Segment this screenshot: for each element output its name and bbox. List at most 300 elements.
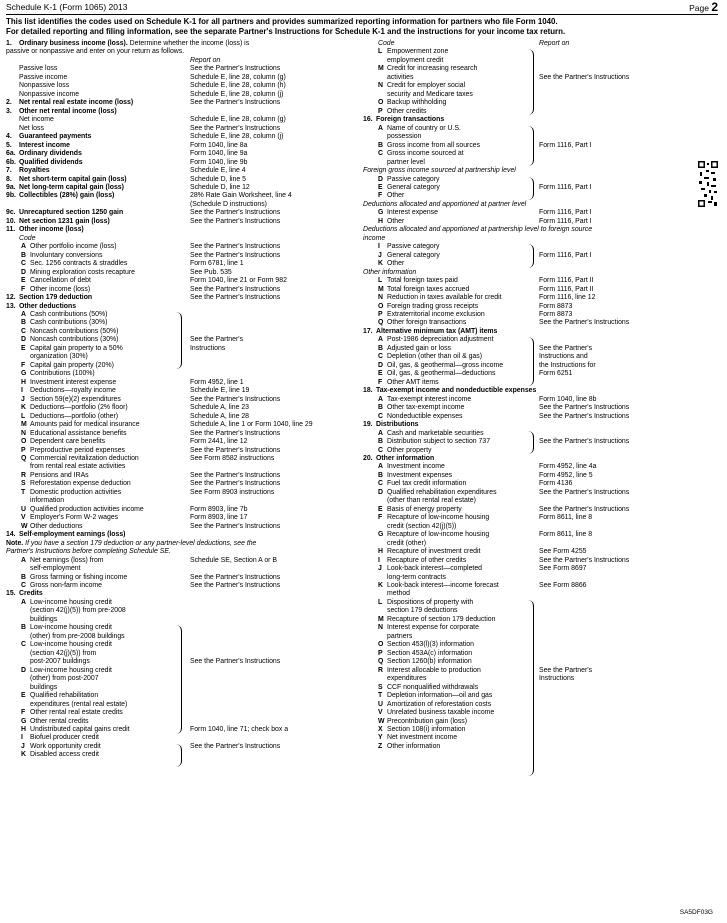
report-on: Form 1040, line 8b	[539, 395, 597, 403]
code-letter: M	[378, 615, 384, 623]
report-on: Schedule A, line 23	[190, 404, 249, 412]
report-on: See the Partner's Instructions	[190, 480, 281, 488]
code-label: post-2007 buildings	[30, 658, 90, 666]
code-letter: G	[21, 370, 27, 378]
grouping-brace	[528, 126, 534, 166]
form-line	[363, 74, 717, 82]
form-line	[6, 133, 358, 141]
report-on: Form 4952, line 4a	[539, 463, 597, 471]
code-label: Low-income housing credit	[30, 641, 112, 649]
line-number: 9b.	[6, 192, 16, 200]
code-label: Other	[387, 260, 405, 268]
code-letter: A	[378, 463, 383, 471]
form-line	[363, 616, 717, 624]
line-number: 14.	[6, 531, 16, 539]
code-label: General category	[387, 251, 440, 259]
code-letter: I	[21, 387, 23, 395]
code-label: Credit for increasing research	[387, 65, 478, 73]
code-label: Gross farming or fishing income	[30, 573, 128, 581]
form-line	[6, 557, 358, 565]
code-letter: G	[21, 717, 27, 725]
form-line	[363, 540, 717, 548]
code-letter: C	[378, 353, 383, 361]
line-label-bold: Other income (loss)	[19, 226, 84, 234]
code-letter: N	[378, 294, 383, 302]
form-line	[363, 396, 717, 404]
report-on: Schedule A, line 1 or Form 1040, line 29	[190, 421, 313, 429]
code-label: Reduction in taxes available for credit	[387, 294, 502, 302]
code-letter: C	[21, 582, 26, 589]
sub-label: Nonpassive loss	[19, 82, 70, 90]
form-line	[6, 345, 358, 353]
code-letter: E	[21, 692, 26, 700]
code-letter: E	[21, 277, 26, 285]
code-letter: A	[378, 124, 383, 132]
line-label-tail: Determine whether the income (loss) is	[127, 40, 250, 47]
code-letter: K	[21, 751, 26, 759]
code-letter: C	[378, 480, 383, 488]
code-letter: A	[21, 556, 26, 564]
code-letter: A	[378, 429, 383, 437]
code-letter: P	[21, 446, 26, 454]
form-line	[363, 116, 717, 124]
form-line	[363, 142, 717, 150]
report-on: Schedule E, line 28, column (j)	[190, 90, 284, 98]
form-line	[363, 438, 717, 446]
form-line	[363, 692, 717, 700]
form-line	[363, 184, 717, 192]
code-label: General category	[387, 183, 440, 191]
code-label: Disabled access credit	[30, 751, 99, 759]
form-line	[363, 709, 717, 717]
code-letter: E	[378, 183, 383, 191]
code-letter: J	[21, 395, 25, 403]
report-on: Form 1040, line 8a	[190, 141, 248, 149]
code-label: organization (30%)	[30, 353, 88, 361]
form-line	[363, 743, 717, 751]
form-line	[363, 82, 717, 90]
line-label	[19, 159, 83, 167]
code-letter: Q	[21, 454, 27, 462]
form-line	[363, 523, 717, 531]
form-line	[363, 133, 717, 141]
form-line	[363, 99, 717, 107]
report-on: See the Partner's Instructions	[190, 658, 281, 666]
code-label: method	[387, 590, 410, 598]
form-line	[6, 48, 358, 56]
code-letter: G	[378, 209, 384, 217]
grouping-brace	[176, 744, 182, 767]
report-on: See the Partner's Instructions	[190, 243, 281, 251]
form-line	[6, 370, 358, 378]
note-label: Note.	[6, 539, 24, 547]
code-label: Passive category	[387, 243, 440, 251]
form-line	[6, 734, 358, 742]
code-letter: E	[378, 505, 383, 513]
line-label	[19, 226, 84, 234]
form-line	[363, 413, 717, 421]
form-line	[6, 362, 358, 370]
code-label: Total foreign taxes accrued	[387, 285, 470, 293]
form-line	[6, 167, 358, 175]
line-label-bold: Other net rental income (loss)	[19, 107, 117, 115]
form-line	[6, 514, 358, 522]
code-label: Other information	[387, 742, 441, 750]
line-number: 4.	[6, 133, 12, 141]
report-on: Form 4952, line 1	[190, 378, 244, 386]
form-line	[6, 607, 358, 615]
form-line	[6, 531, 358, 539]
grouping-brace	[528, 244, 534, 267]
form-line	[6, 116, 358, 124]
code-label: Net earnings (loss) from	[30, 556, 104, 564]
form-line	[363, 379, 717, 387]
code-letter: C	[378, 150, 383, 158]
line-number: 2.	[6, 99, 12, 107]
form-line	[363, 701, 717, 709]
report-on: See Form 8697	[539, 565, 587, 573]
report-on: Form 1116, Part II	[539, 285, 594, 293]
form-line	[363, 463, 717, 471]
report-on: See the Partner's Instructions	[539, 404, 630, 412]
report-on: See the Partner's Instructions	[539, 505, 630, 513]
code-letter: B	[378, 141, 383, 149]
line-label-bold: Net rental real estate income (loss)	[19, 99, 134, 107]
code-label: Work opportunity credit	[30, 742, 101, 750]
sub-label: Code	[19, 234, 36, 242]
form-line	[6, 565, 358, 573]
code-label: possession	[387, 133, 422, 141]
line-number: 7.	[6, 167, 12, 175]
plain-text: Foreign gross income sourced at partnership level	[363, 167, 516, 175]
line-label-bold: Ordinary business income (loss).	[19, 40, 128, 47]
form-line	[6, 277, 358, 285]
code-letter: J	[21, 742, 25, 750]
form-line	[363, 294, 717, 302]
form-line	[363, 590, 717, 598]
sub-label: Net income	[19, 116, 54, 124]
form-line	[6, 548, 358, 556]
code-label: Other portfolio income (loss)	[30, 243, 117, 251]
code-letter: C	[21, 641, 26, 649]
left-column	[6, 40, 358, 760]
code-label: Capital gain property (20%)	[30, 361, 114, 369]
code-letter: L	[21, 412, 26, 420]
form-line	[363, 599, 717, 607]
form-line	[363, 150, 717, 158]
code-letter: N	[378, 82, 383, 90]
form-line	[363, 209, 717, 217]
form-line	[363, 667, 717, 675]
sub-label: Net loss	[19, 124, 44, 132]
code-label: Basis of energy property	[387, 505, 462, 513]
code-letter: B	[378, 344, 383, 352]
form-line	[6, 650, 358, 658]
code-letter: T	[21, 488, 26, 496]
line-number: 6a.	[6, 150, 16, 158]
report-on: Form 1040, line 9b	[190, 158, 248, 166]
report-on: Schedule E, line 19	[190, 387, 250, 395]
report-on: Form 2441, line 12	[190, 438, 248, 446]
report-on: Form 8611, line 8	[539, 514, 593, 522]
form-line	[363, 430, 717, 438]
code-label: self-employment	[30, 565, 81, 573]
code-label: Empowerment zone	[387, 48, 449, 56]
form-line	[363, 455, 717, 463]
line-number: 20.	[363, 454, 373, 462]
form-line	[363, 235, 717, 243]
code-label: Oil, gas, & geothermal—deductions	[387, 370, 496, 378]
form-line	[363, 336, 717, 344]
code-letter: H	[378, 217, 383, 225]
report-on: See Form 8903 instructions	[190, 488, 275, 496]
code-label: Name of country or U.S.	[387, 124, 461, 132]
line-number: 17.	[363, 327, 373, 335]
line-label-bold: Interest income	[19, 141, 70, 149]
report-on: Form 8873	[539, 302, 573, 310]
code-letter: D	[21, 336, 26, 344]
code-letter: Z	[378, 742, 383, 750]
code-label: Look-back interest—completed	[387, 565, 482, 573]
code-label: information	[30, 497, 65, 505]
code-label: Gross non-farm income	[30, 582, 102, 589]
form-line	[6, 692, 358, 700]
form-line	[6, 108, 358, 116]
grouping-brace	[528, 177, 534, 200]
line-label-bold: Net section 1231 gain (loss)	[19, 217, 110, 225]
report-on: Form 4136	[539, 480, 573, 488]
line-number: 16.	[363, 116, 373, 124]
form-line	[6, 184, 358, 192]
form-line	[363, 201, 717, 209]
code-letter: O	[21, 438, 27, 446]
form-line	[363, 91, 717, 99]
form-line	[363, 260, 717, 268]
code-label: Interest allocable to production	[387, 666, 481, 674]
form-line	[363, 40, 717, 48]
report-on: Form 8903, line 17	[190, 514, 248, 522]
code-label: Credit for employer social	[387, 82, 466, 90]
code-letter: X	[378, 725, 383, 733]
code-label: Interest expense for corporate	[387, 624, 479, 632]
report-on: Schedule E, line 28, column (g)	[190, 116, 286, 124]
code-label: Other credits	[387, 107, 427, 115]
code-label: Contributions (100%)	[30, 370, 95, 378]
form-line	[363, 311, 717, 319]
plain-text: Partner's Instructions before completing Schedule SE.	[6, 548, 171, 556]
form-line	[6, 99, 358, 107]
report-on: See the Partner's Instructions	[539, 319, 630, 327]
form-line	[363, 582, 717, 590]
form-line	[6, 641, 358, 649]
form-line	[363, 176, 717, 184]
code-letter: C	[378, 412, 383, 420]
line-label	[19, 108, 117, 116]
report-on: Schedule E, line 28, column (h)	[190, 82, 286, 90]
form-line	[6, 633, 358, 641]
report-on: Instructions	[539, 675, 575, 683]
code-letter: V	[378, 709, 383, 717]
code-letter: F	[21, 709, 26, 717]
code-label: Biofuel producer credit	[30, 734, 99, 742]
code-label: Dispositions of property with	[387, 598, 474, 606]
code-label: Backup withholding	[387, 99, 447, 107]
form-line	[6, 430, 358, 438]
report-on: See the Partner's Instructions	[539, 556, 630, 564]
code-label: Extraterritorial income exclusion	[387, 311, 485, 318]
grouping-brace	[528, 431, 534, 454]
report-on: See Pub. 535	[190, 268, 232, 276]
code-label: Undistributed capital gains credit	[30, 725, 130, 733]
code-letter: A	[378, 395, 383, 403]
form-line	[6, 726, 358, 734]
report-on: See the Partner's	[539, 666, 593, 674]
code-label: Dependent care benefits	[30, 438, 106, 446]
form-line	[363, 506, 717, 514]
code-label: Unrelated business taxable income	[387, 709, 495, 717]
report-on: See the Partner's Instructions	[190, 294, 281, 302]
report-on: See the Partner's Instructions	[539, 438, 630, 446]
form-line	[6, 74, 358, 82]
report-on: Form 8611, line 8	[539, 531, 593, 539]
code-label: Commercial revitalization deduction	[30, 454, 139, 462]
code-letter: O	[378, 302, 384, 310]
code-label: Nondeductible expenses	[387, 412, 463, 420]
form-line	[363, 387, 717, 395]
code-label: Preproductive period expenses	[30, 446, 125, 454]
code-label: Investment interest expense	[30, 378, 117, 386]
line-label	[19, 142, 70, 150]
form-line	[363, 125, 717, 133]
line-label	[19, 40, 249, 48]
line-number: 5.	[6, 141, 12, 149]
code-label: Interest expense	[387, 209, 438, 217]
code-letter: D	[378, 175, 383, 183]
line-label	[19, 209, 123, 217]
form-line	[6, 675, 358, 683]
form-line	[6, 336, 358, 344]
sub-label: Passive income	[19, 73, 68, 81]
code-label: Deductions—royalty income	[30, 387, 116, 395]
form-line	[363, 726, 717, 734]
form-line	[6, 658, 358, 666]
form-line	[6, 574, 358, 582]
report-on: Form 6251	[539, 370, 573, 378]
report-on: See the Partner's Instructions	[190, 742, 281, 750]
form-line	[6, 192, 358, 200]
line-label-bold: Royalties	[19, 167, 50, 175]
code-letter: H	[378, 548, 383, 556]
code-label: Passive category	[387, 175, 440, 183]
code-label: Total foreign taxes paid	[387, 277, 458, 285]
code-letter: M	[21, 421, 27, 429]
code-letter: B	[378, 438, 383, 446]
form-line	[6, 472, 358, 480]
line-label-bold: Collectibles (28%) gain (loss)	[19, 192, 115, 200]
note-text	[6, 540, 256, 548]
code-letter: N	[378, 624, 383, 632]
code-letter: F	[21, 285, 26, 293]
report-on: See the Partner's Instructions	[190, 522, 281, 530]
code-letter: J	[378, 251, 382, 259]
report-on: See the Partner's Instructions	[539, 412, 630, 420]
code-label: (other) from post-2007	[30, 675, 99, 683]
report-on: Form 1116, Part II	[539, 277, 594, 285]
form-line	[363, 362, 717, 370]
form-line	[363, 641, 717, 649]
report-on: See the Partner's Instructions	[190, 395, 281, 403]
form-line	[363, 159, 717, 167]
line-label	[376, 387, 536, 395]
report-on: Report on	[539, 40, 570, 47]
code-label: Qualified rehabilitation expenditures	[387, 488, 497, 496]
form-line	[363, 48, 717, 56]
line-label	[19, 99, 133, 107]
report-on: See the Partner's Instructions	[190, 124, 281, 132]
line-number: 18.	[363, 387, 373, 395]
code-label: Reforestation expense deduction	[30, 480, 131, 488]
code-label: Other	[387, 217, 405, 225]
form-line	[363, 574, 717, 582]
report-on: Instructions	[190, 344, 226, 352]
report-on: (Schedule D instructions)	[190, 200, 267, 208]
line-label-bold: Credits	[19, 590, 43, 598]
form-line	[6, 209, 358, 217]
code-letter: D	[378, 488, 383, 496]
report-on: Schedule A, line 28	[190, 412, 249, 420]
code-letter: L	[378, 277, 383, 285]
code-label: credit (section 42(j)(5))	[387, 522, 457, 530]
code-letter: K	[378, 582, 383, 589]
code-letter: B	[21, 319, 26, 327]
form-line	[6, 489, 358, 497]
form-line	[363, 497, 717, 505]
code-letter: L	[378, 598, 383, 606]
code-label: Involuntary conversions	[30, 251, 103, 259]
form-line	[363, 472, 717, 480]
form-line	[6, 718, 358, 726]
report-on: Schedule E, line 28, column (j)	[190, 133, 284, 141]
code-label: buildings	[30, 615, 58, 623]
report-on: Instructions and	[539, 353, 588, 361]
code-label: Recapture of other credits	[387, 556, 467, 564]
form-line	[6, 91, 358, 99]
code-letter: C	[378, 446, 383, 454]
line-label-bold: Distributions	[376, 421, 419, 429]
form-line	[363, 557, 717, 565]
code-label: Section 1260(b) information	[387, 658, 472, 666]
form-line	[363, 658, 717, 666]
form-line	[363, 57, 717, 65]
form-line	[6, 243, 358, 251]
code-letter: C	[21, 327, 26, 335]
form-line	[6, 684, 358, 692]
code-label: Cash contributions (30%)	[30, 319, 108, 327]
form-line	[6, 150, 358, 158]
code-label: Investment expenses	[387, 471, 453, 479]
form-line	[6, 463, 358, 471]
code-label: Qualified production activities income	[30, 505, 144, 513]
line-number: 12.	[6, 294, 16, 302]
form-line	[6, 396, 358, 404]
code-label: Noncash contributions (30%)	[30, 336, 119, 344]
form-line	[6, 40, 358, 48]
code-label: Domestic production activities	[30, 488, 122, 496]
report-on: See the Partner's	[190, 336, 244, 344]
code-letter: R	[378, 666, 383, 674]
code-label: Other rental credits	[30, 717, 89, 725]
code-label: Cash contributions (50%)	[30, 311, 108, 318]
